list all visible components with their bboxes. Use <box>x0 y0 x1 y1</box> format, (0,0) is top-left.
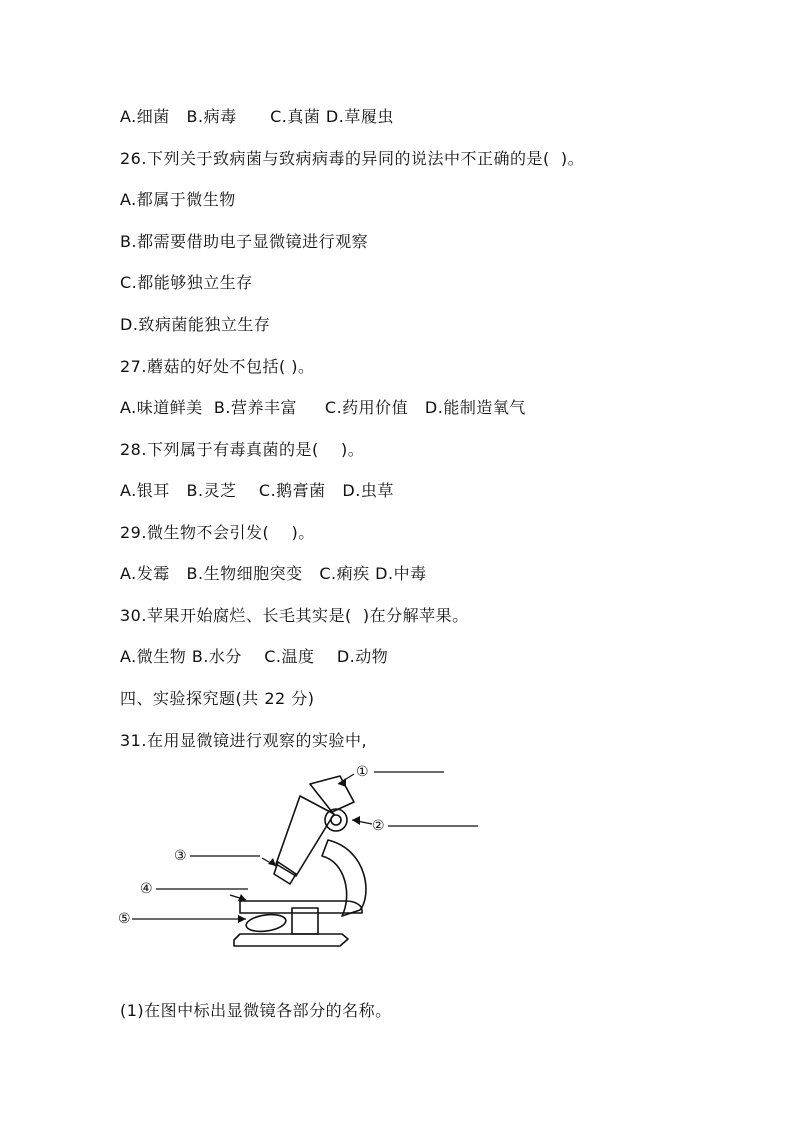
label-3: ③ <box>174 848 187 864</box>
q30-question: 30.苹果开始腐烂、长毛其实是( )在分解苹果。 <box>120 606 469 625</box>
section-heading: 四、实验探究题(共 22 分) <box>120 689 315 708</box>
q26-question: 26.下列关于致病菌与致病病毒的异同的说法中不正确的是( )。 <box>120 149 585 168</box>
microscope-eyepiece <box>310 776 354 812</box>
q27-question: 27.蘑菇的好处不包括( )。 <box>120 357 315 376</box>
microscope-pillar <box>292 908 318 934</box>
q25-options: A.细菌 B.病毒 C.真菌 D.草履虫 <box>120 107 394 126</box>
focus-knob-inner <box>331 815 341 825</box>
q30-options: A.微生物 B.水分 C.温度 D.动物 <box>120 647 389 666</box>
microscope-tube <box>276 796 334 876</box>
microscope-objective <box>274 862 296 884</box>
q28-question: 28.下列属于有毒真菌的是( )。 <box>120 440 365 459</box>
q27-options: A.味道鲜美 B.营养丰富 C.药用价值 D.能制造氧气 <box>120 398 526 417</box>
label-1: ① <box>356 764 369 780</box>
microscope-base <box>234 934 348 946</box>
q31-sub1: (1)在图中标出显微镜各部分的名称。 <box>120 1001 392 1020</box>
label-4: ④ <box>140 881 153 897</box>
q26-option-b: B.都需要借助电子显微镜进行观察 <box>120 232 369 251</box>
label-5: ⑤ <box>118 911 131 927</box>
microscope-mirror <box>245 912 287 933</box>
q28-options: A.银耳 B.灵芝 C.鹅膏菌 D.虫草 <box>120 481 394 500</box>
q26-option-c: C.都能够独立生存 <box>120 273 253 292</box>
microscope-diagram <box>110 758 490 958</box>
q31-question: 31.在用显微镜进行观察的实验中, <box>120 731 368 750</box>
q26-option-a: A.都属于微生物 <box>120 190 236 209</box>
q26-option-d: D.致病菌能独立生存 <box>120 315 271 334</box>
label-2: ② <box>372 818 385 834</box>
q29-question: 29.微生物不会引发( )。 <box>120 523 315 542</box>
q29-options: A.发霉 B.生物细胞突变 C.痢疾 D.中毒 <box>120 564 427 583</box>
focus-knob-outer <box>325 809 347 831</box>
